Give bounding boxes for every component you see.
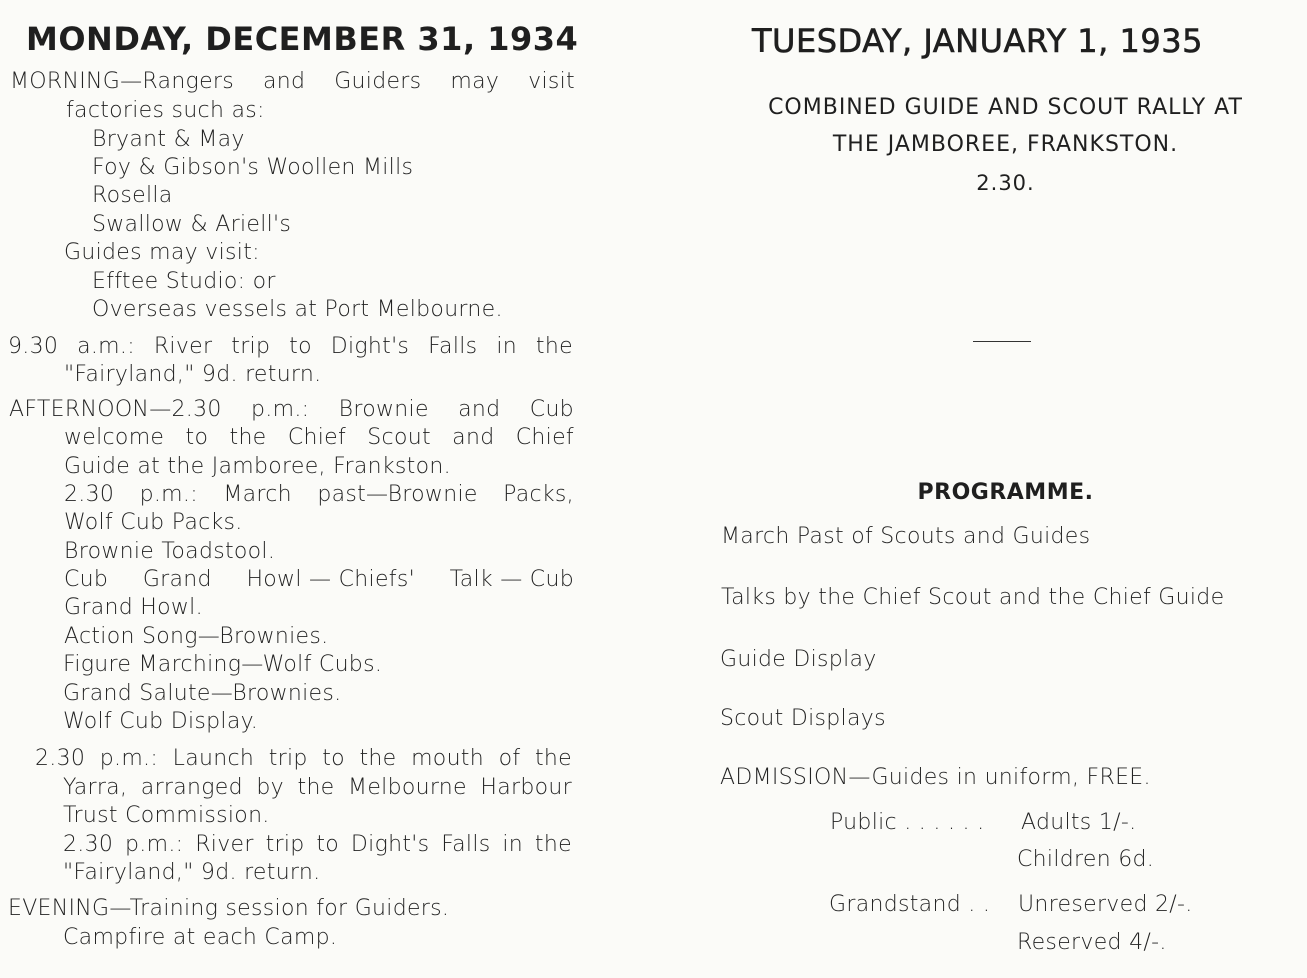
factory-item: Foy & Gibson's Woollen Mills — [92, 155, 414, 180]
launch-trip-line-2: Yarra, arranged by the Melbourne Harbour — [63, 775, 572, 800]
factory-item: Bryant & May — [92, 127, 245, 152]
guide-option: Efftee Studio: or — [92, 269, 276, 294]
afternoon-line-1: AFTERNOON—2.30 p.m.: Brownie and Cub — [9, 397, 574, 422]
programme-heading: PROGRAMME. — [917, 480, 1094, 505]
afternoon-line-6: Brownie Toadstool. — [64, 539, 276, 564]
morning-line-1: MORNING—Rangers and Guiders may visit — [10, 69, 575, 94]
launch-trip-line-4: 2.30 p.m.: River trip to Dight's Falls in the — [63, 832, 572, 857]
afternoon-line-7: Cub Grand Howl — Chiefs' Talk — Cub — [64, 567, 574, 592]
launch-trip-line-5: "Fairyland," 9d. return. — [63, 860, 321, 885]
launch-trip-line-1: 2.30 p.m.: Launch trip to the mouth of the — [35, 746, 572, 771]
left-page-title: MONDAY, DECEMBER 31, 1934 — [26, 20, 579, 58]
guides-visit-label: Guides may visit: — [64, 240, 260, 265]
divider — [973, 341, 1031, 342]
afternoon-line-12: Wolf Cub Display. — [63, 709, 259, 734]
grandstand-label: Grandstand . . — [829, 892, 991, 917]
rally-time: 2.30. — [976, 171, 1035, 195]
right-page-title: TUESDAY, JANUARY 1, 1935 — [752, 22, 1203, 60]
launch-trip-line-3: Trust Commission. — [63, 803, 270, 828]
public-label: Public . . . . . . — [830, 810, 985, 835]
grandstand-price: Reserved 4/-. — [1017, 930, 1167, 955]
programme-item: Scout Displays — [720, 706, 886, 731]
admission-heading: ADMISSION—Guides in uniform, FREE. — [720, 765, 1151, 790]
afternoon-line-11: Grand Salute—Brownies. — [63, 681, 342, 706]
afternoon-line-5: Wolf Cub Packs. — [64, 510, 243, 535]
programme-item: March Past of Scouts and Guides — [721, 524, 1091, 549]
rally-subtitle-line-2: THE JAMBOREE, FRANKSTON. — [832, 132, 1179, 157]
programme-item: Talks by the Chief Scout and the Chief Guide — [721, 585, 1225, 610]
river-trip-line-1: 9.30 a.m.: River trip to Dight's Falls in the — [8, 334, 573, 359]
programme-item: Guide Display — [720, 647, 877, 672]
public-price: Children 6d. — [1017, 847, 1155, 872]
guide-option: Overseas vessels at Port Melbourne. — [92, 297, 503, 322]
factory-item: Rosella — [92, 183, 173, 208]
afternoon-line-8: Grand Howl. — [64, 595, 203, 620]
grandstand-price: Unreserved 2/-. — [1018, 892, 1193, 917]
afternoon-line-2: welcome to the Chief Scout and Chief — [64, 425, 574, 450]
afternoon-line-9: Action Song—Brownies. — [64, 624, 329, 649]
public-price: Adults 1/-. — [1021, 810, 1137, 835]
afternoon-line-4: 2.30 p.m.: March past—Brownie Packs, — [64, 482, 574, 507]
river-trip-line-2: "Fairyland," 9d. return. — [64, 362, 322, 387]
evening-line-2: Campfire at each Camp. — [63, 925, 338, 950]
morning-line-2: factories such as: — [66, 98, 265, 123]
factory-item: Swallow & Ariell's — [92, 212, 292, 237]
afternoon-line-10: Figure Marching—Wolf Cubs. — [63, 652, 383, 677]
rally-subtitle-line-1: COMBINED GUIDE AND SCOUT RALLY AT — [768, 95, 1243, 120]
evening-line-1: EVENING—Training session for Guiders. — [8, 896, 450, 921]
afternoon-line-3: Guide at the Jamboree, Frankston. — [64, 454, 451, 479]
